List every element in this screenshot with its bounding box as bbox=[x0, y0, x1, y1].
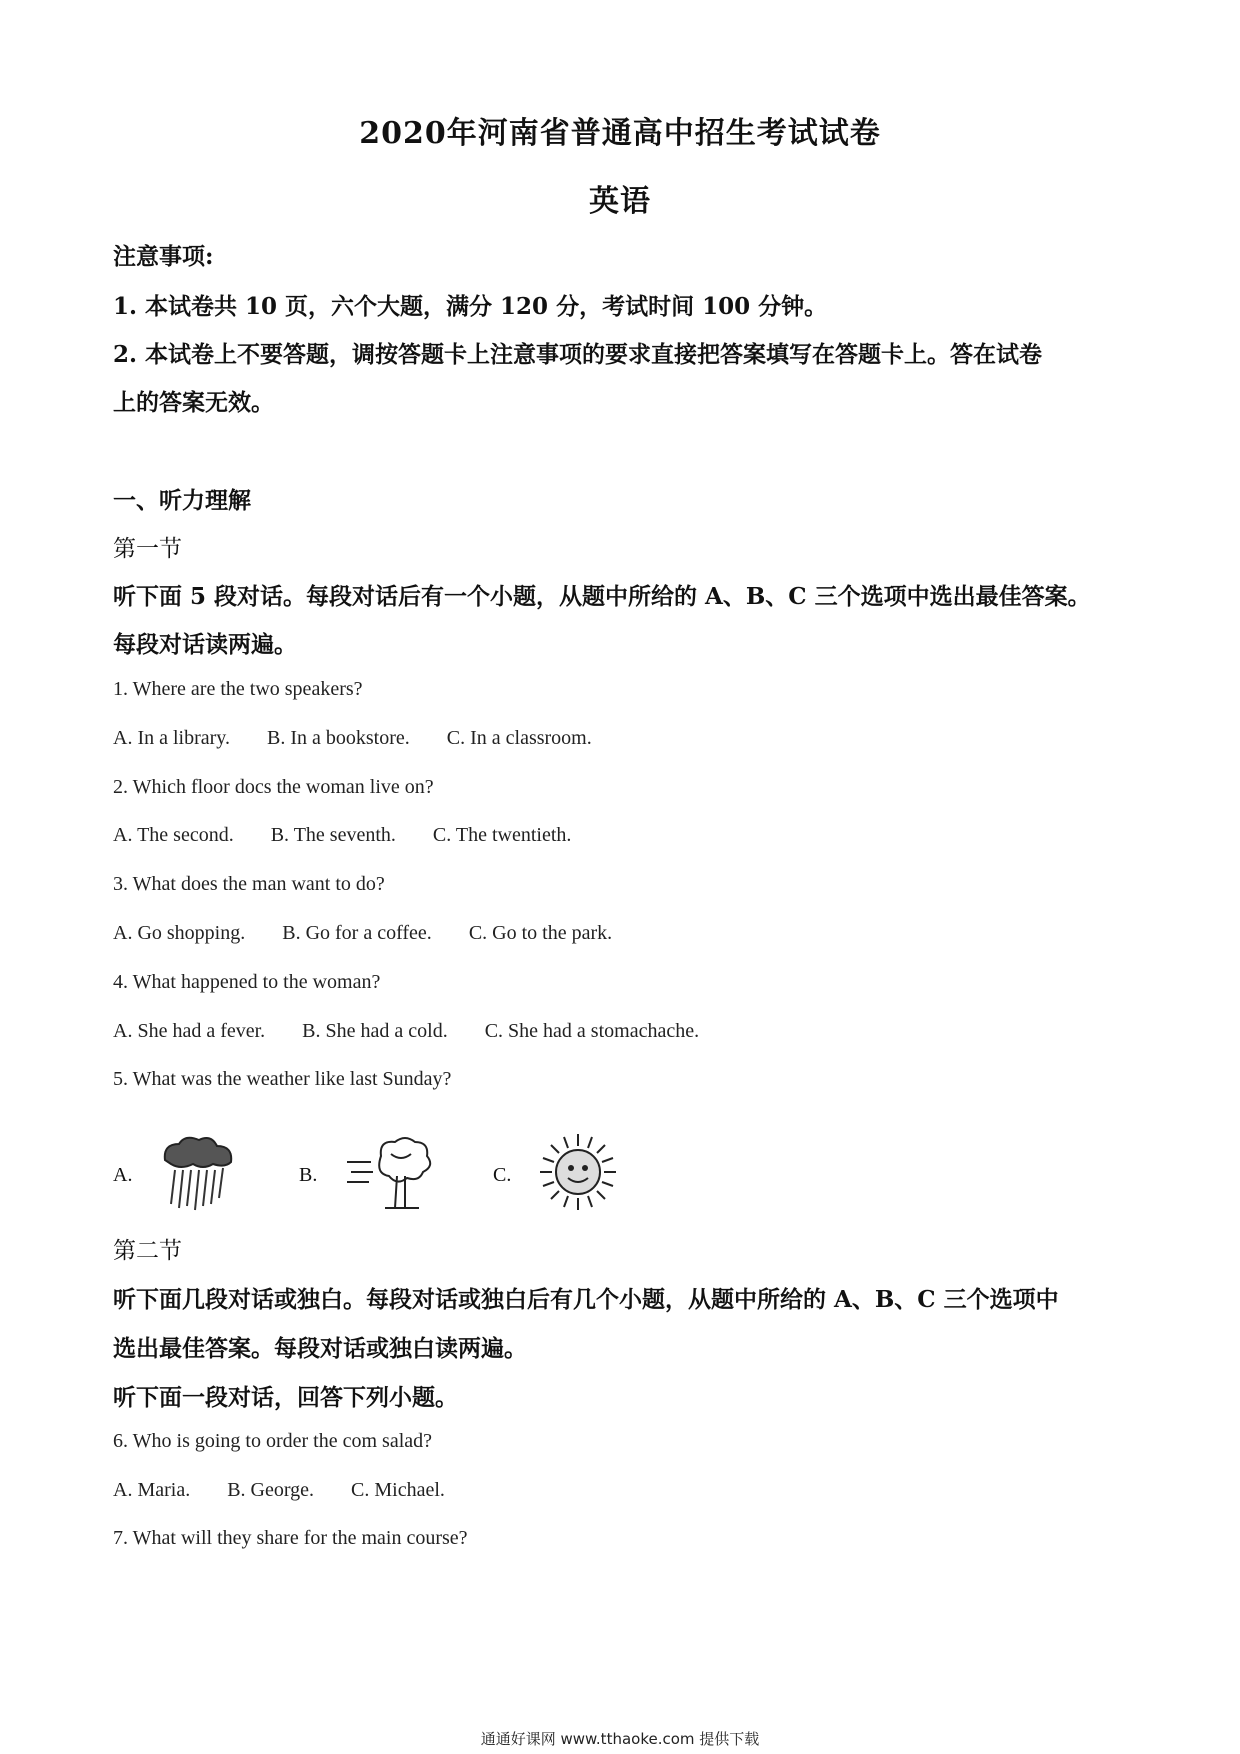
option-a: A. In a library. bbox=[113, 727, 230, 749]
question-4-options bbox=[113, 1020, 731, 1043]
option-a: A. Maria. bbox=[113, 1479, 191, 1501]
option-c: C. Go to the park. bbox=[468, 922, 613, 944]
option-b: B. In a bookstore. bbox=[267, 727, 410, 749]
part1-instruction-line-2: 每段对话读两遍。 bbox=[113, 631, 297, 658]
part1-label: 第一节 bbox=[113, 536, 182, 562]
question-5-pictures bbox=[113, 1132, 713, 1212]
part2-instruction-line-1: 听下面几段对话或独白。每段对话或独白后有几个小题，从题中所给的 A、B、C 三个选项中 bbox=[113, 1286, 1059, 1313]
section-heading: 一、听力理解 bbox=[113, 487, 251, 514]
part2-instruction-line-2: 选出最佳答案。每段对话或独白读两遍。 bbox=[113, 1335, 527, 1362]
option-c: C. The twentieth. bbox=[432, 824, 572, 846]
picture-a-label: A. bbox=[113, 1164, 133, 1186]
part1-instruction-line-1: 听下面 5 段对话。每段对话后有一个小题，从题中所给的 A、B、C 三个选项中选出最佳答案。 bbox=[113, 583, 1091, 610]
option-a: A. Go shopping. bbox=[113, 922, 246, 944]
question-3: 3. What does the man want to do? bbox=[113, 873, 385, 895]
windy-tree-icon bbox=[345, 1132, 445, 1216]
exam-subject: 英语 bbox=[589, 184, 651, 219]
question-2: 2. Which floor docs the woman live on? bbox=[113, 776, 434, 798]
option-b: B. The seventh. bbox=[270, 824, 396, 846]
question-1-options bbox=[113, 727, 624, 750]
part2-sub-instruction: 听下面一段对话，回答下列小题。 bbox=[113, 1384, 458, 1411]
option-b: B. George. bbox=[227, 1479, 315, 1501]
notice-item-1: 1. 本试卷共 10 页，六个大题，满分 120 分，考试时间 100 分钟。 bbox=[113, 293, 828, 320]
picture-b-label: B. bbox=[299, 1164, 318, 1186]
notice-item-2-line-1: 2. 本试卷上不要答题，调按答题卡上注意事项的要求直接把答案填写在答题卡上。答在试卷 bbox=[113, 341, 1043, 368]
question-5: 5. What was the weather like last Sunday? bbox=[113, 1068, 452, 1090]
question-4: 4. What happened to the woman? bbox=[113, 971, 381, 993]
option-c: C. She had a stomachache. bbox=[484, 1020, 700, 1042]
exam-title: 2020年河南省普通高中招生考试试卷 bbox=[359, 116, 881, 151]
option-a: A. The second. bbox=[113, 824, 234, 846]
question-6-options bbox=[113, 1479, 477, 1502]
part2-label: 第二节 bbox=[113, 1238, 182, 1264]
question-1: 1. Where are the two speakers? bbox=[113, 678, 363, 700]
picture-c-label: C. bbox=[493, 1164, 512, 1186]
option-c: C. In a classroom. bbox=[446, 727, 592, 749]
sun-icon bbox=[538, 1132, 618, 1216]
question-6: 6. Who is going to order the com salad? bbox=[113, 1430, 433, 1452]
option-a: A. She had a fever. bbox=[113, 1020, 266, 1042]
question-3-options bbox=[113, 922, 644, 945]
option-b: B. She had a cold. bbox=[302, 1020, 448, 1042]
rain-cloud-icon bbox=[153, 1132, 243, 1216]
question-2-options bbox=[113, 824, 603, 847]
option-c: C. Michael. bbox=[351, 1479, 445, 1501]
notice-heading: 注意事项: bbox=[113, 243, 214, 270]
notice-item-2-line-2: 上的答案无效。 bbox=[113, 389, 274, 416]
page-footer: 通通好课网 www.tthaoke.com 提供下载 bbox=[480, 1730, 760, 1748]
option-b: B. Go for a coffee. bbox=[282, 922, 432, 944]
question-7: 7. What will they share for the main course? bbox=[113, 1527, 468, 1549]
